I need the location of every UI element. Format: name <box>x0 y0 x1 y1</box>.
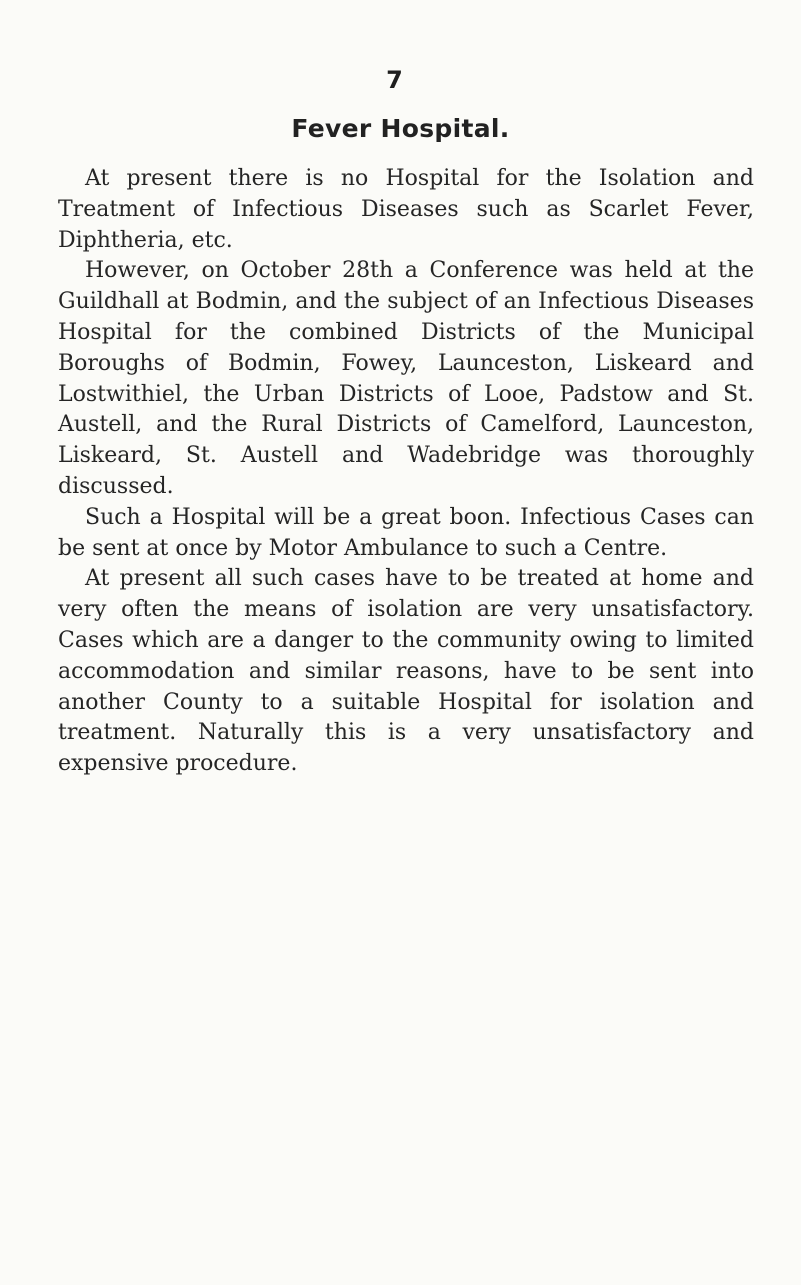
page-number: 7 <box>386 66 403 94</box>
paragraph: At present all such cases have to be treated at home and very often the means of isolation are very unsatisfactory. Cases which are a danger to the community owing to limited accommodation and similar reasons, have to be sent into another County to a suitable Hospital for isolation and treatment. Naturally this is a very unsatisfactory and expensive procedure. <box>58 566 754 777</box>
paragraph: At present there is no Hospital for the Isolation and Treatment of Infectious Diseases such as Scarlet Fever, Diphtheria, etc. <box>58 166 754 253</box>
paragraph: Such a Hospital will be a great boon. Infectious Cases can be sent at once by Motor Ambulance to such a Centre. <box>58 504 754 561</box>
paragraph: However, on October 28th a Conference was held at the Guildhall at Bodmin, and the subject of an Infectious Diseases Hospital for the combined Districts of the Municipal Boroughs of Bodmin, Fowey, Launceston, Liskeard and Lostwithiel, the Urban Districts of Looe, Padstow and St. Austell, and the Rural Districts of Camelford, Launceston, Liskeard, St. Austell and Wadebridge was thoroughly discussed. <box>58 258 754 499</box>
page-title: Fever Hospital. <box>291 114 510 143</box>
body-text <box>58 164 754 780</box>
